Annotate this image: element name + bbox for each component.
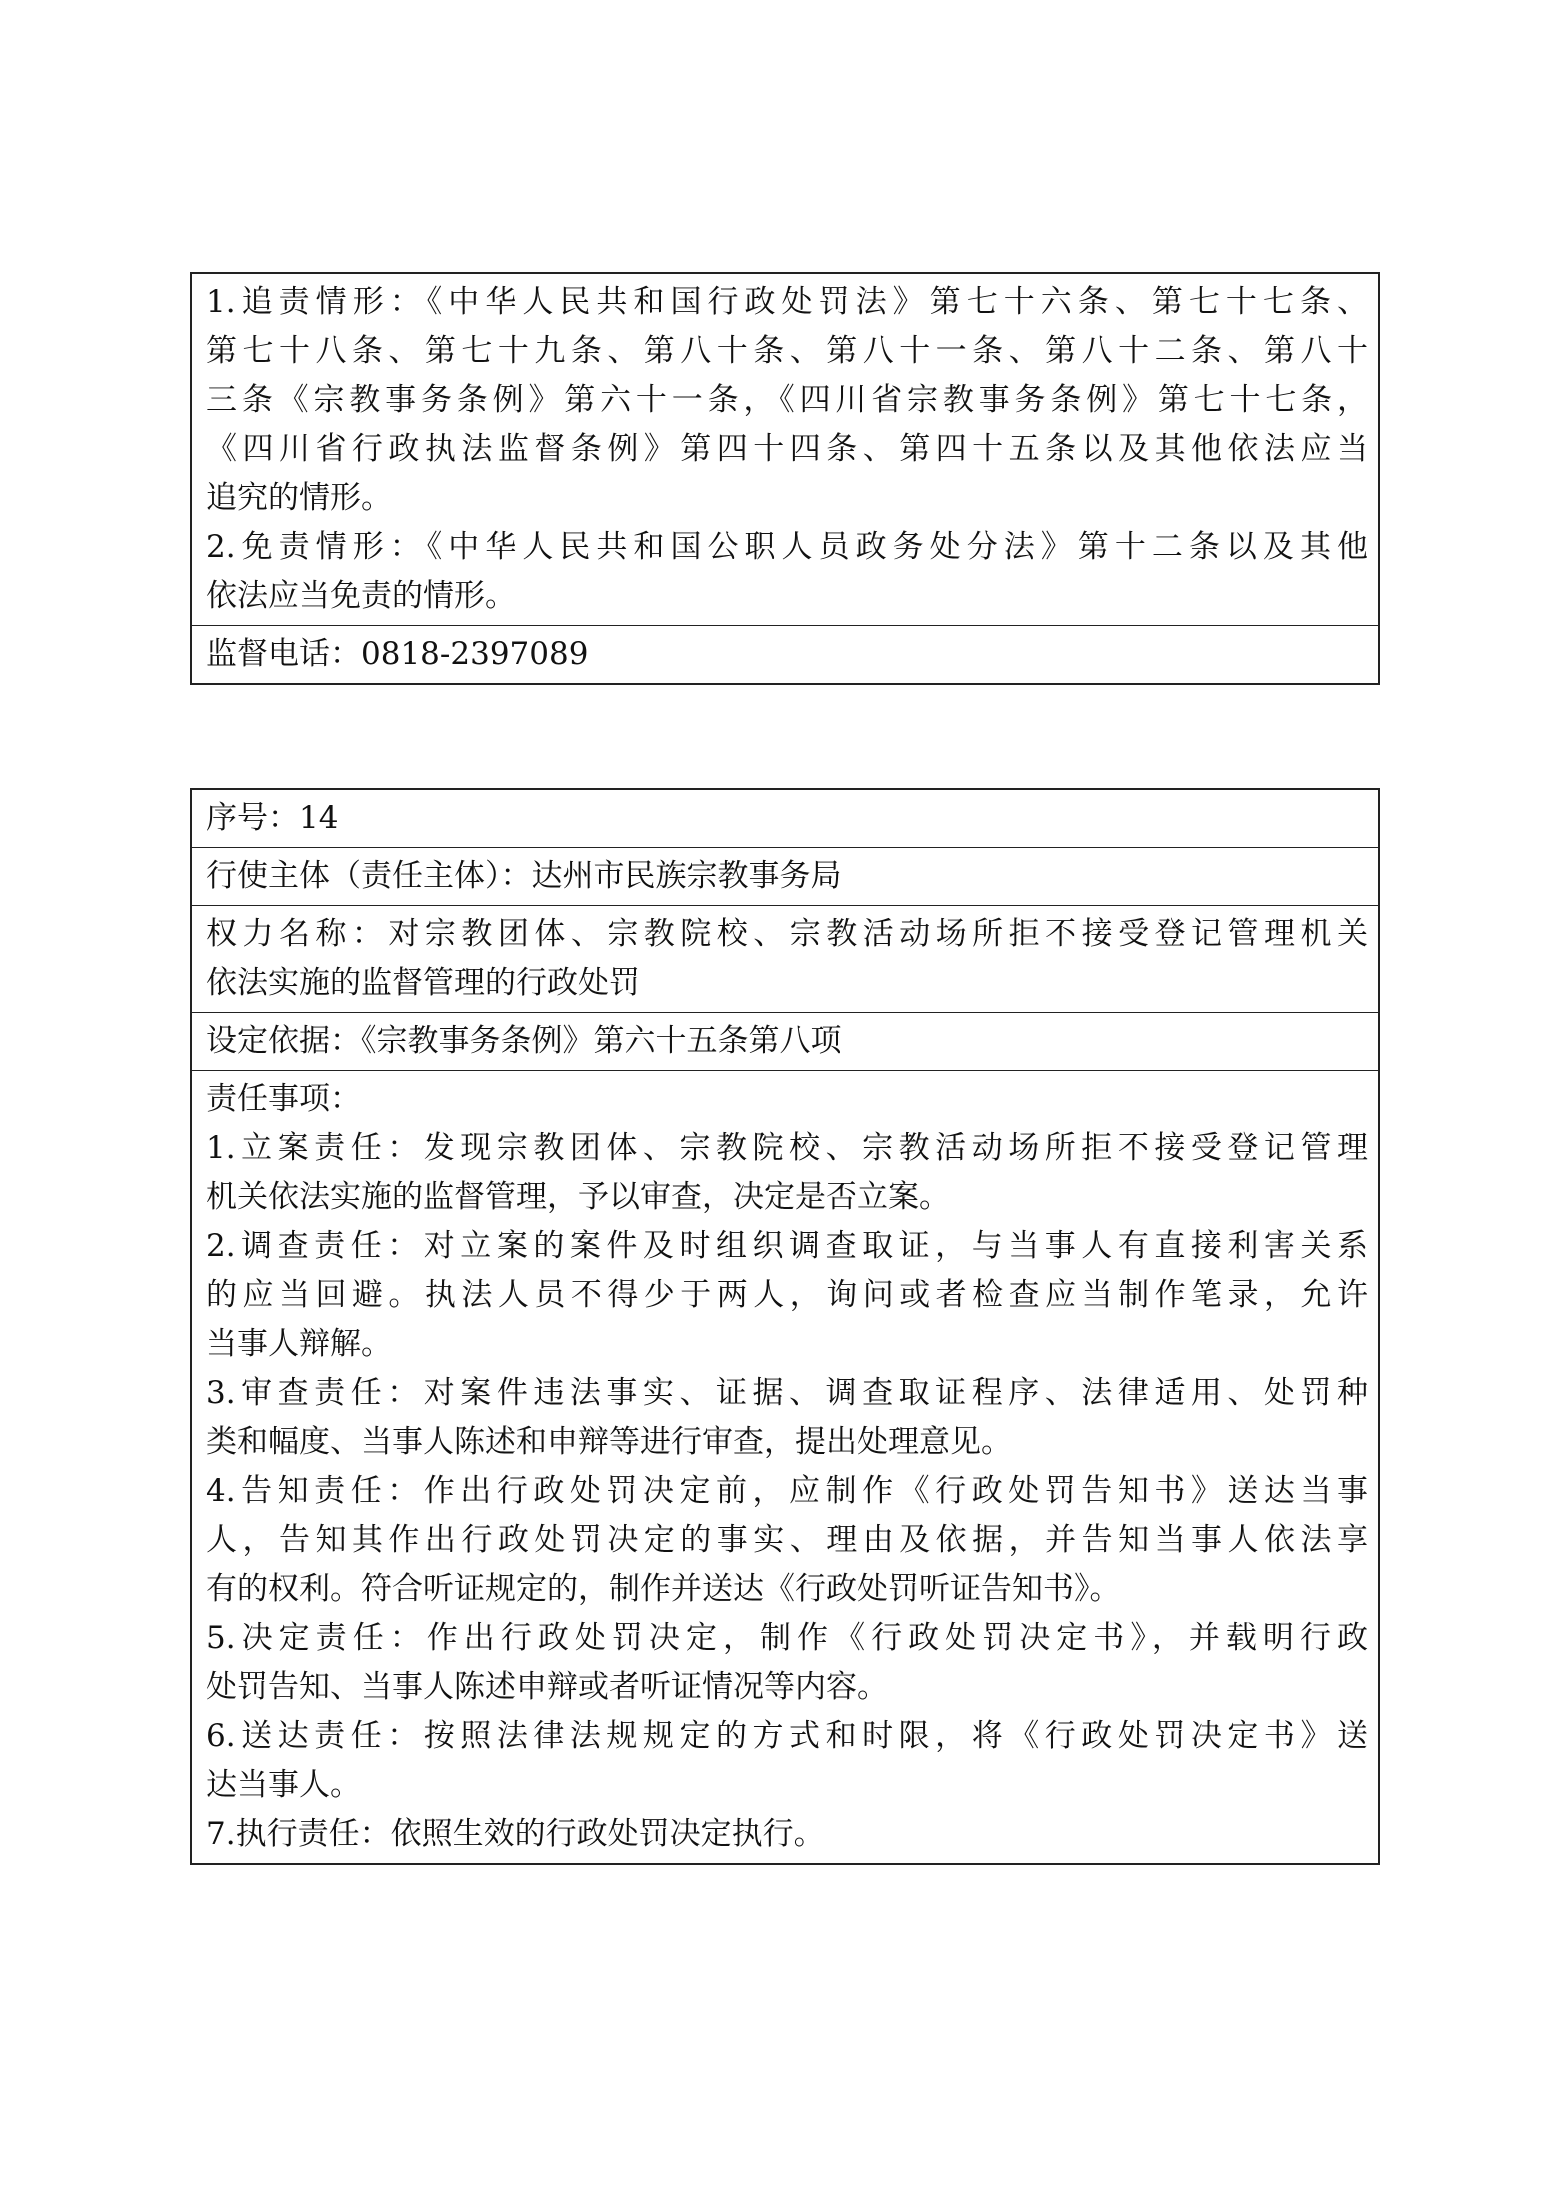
responsibility-line: 处罚告知、当事人陈述申辩或者听证情况等内容。	[206, 1669, 888, 1705]
responsibility-line: 4.告知责任：作出行政处罚决定前，应制作《行政处罚告知书》送达当事	[206, 1473, 1368, 1509]
accountability-table	[190, 272, 1380, 685]
exemption-line: 依法应当免责的情形。	[206, 578, 516, 614]
power-item-table	[190, 788, 1380, 1865]
responsibility-line: 当事人辩解。	[206, 1326, 392, 1362]
responsibility-line: 1.立案责任：发现宗教团体、宗教院校、宗教活动场所拒不接受登记管理	[206, 1130, 1368, 1166]
responsibility-line: 的应当回避。执法人员不得少于两人，询问或者检查应当制作笔录，允许	[206, 1277, 1368, 1313]
responsibility-line: 机关依法实施的监督管理，予以审查，决定是否立案。	[206, 1179, 950, 1215]
responsible-subject: 行使主体（责任主体）：达州市民族宗教事务局	[206, 858, 842, 894]
responsibility-line: 5.决定责任：作出行政处罚决定，制作《行政处罚决定书》，并载明行政	[206, 1620, 1368, 1656]
power-name-line: 依法实施的监督管理的行政处罚	[206, 965, 640, 1001]
accountability-line: 追究的情形。	[206, 480, 392, 516]
supervision-phone-cell	[192, 625, 1378, 683]
supervision-phone: 监督电话：0818-2397089	[206, 636, 589, 672]
responsibility-line: 达当事人。	[206, 1767, 361, 1803]
accountability-cell	[192, 274, 1378, 625]
responsibility-line: 3.审查责任：对案件违法事实、证据、调查取证程序、法律适用、处罚种	[206, 1375, 1368, 1411]
accountability-line: 《四川省行政执法监督条例》第四十四条、第四十五条以及其他依法应当	[206, 431, 1368, 467]
responsible-subject-cell	[192, 847, 1378, 905]
responsibility-line: 类和幅度、当事人陈述和申辩等进行审查，提出处理意见。	[206, 1424, 1012, 1460]
power-name-cell	[192, 905, 1378, 1012]
accountability-line: 第七十八条、第七十九条、第八十条、第八十一条、第八十二条、第八十	[206, 333, 1368, 369]
accountability-line: 三条《宗教事务条例》第六十一条，《四川省宗教事务条例》第七十七条，	[206, 382, 1368, 418]
legal-basis: 设定依据：《宗教事务条例》第六十五条第八项	[206, 1023, 842, 1059]
responsibilities-heading: 责任事项：	[206, 1081, 361, 1117]
serial-number: 序号：14	[206, 800, 339, 836]
accountability-line: 1.追责情形：《中华人民共和国行政处罚法》第七十六条、第七十七条、	[206, 284, 1368, 320]
responsibility-line: 2.调查责任：对立案的案件及时组织调查取证，与当事人有直接利害关系	[206, 1228, 1368, 1264]
serial-number-cell	[192, 790, 1378, 847]
responsibility-line: 人，告知其作出行政处罚决定的事实、理由及依据，并告知当事人依法享	[206, 1522, 1368, 1558]
exemption-line: 2.免责情形：《中华人民共和国公职人员政务处分法》第十二条以及其他	[206, 529, 1368, 565]
responsibility-line: 6.送达责任：按照法律法规规定的方式和时限，将《行政处罚决定书》送	[206, 1718, 1368, 1754]
power-name-line: 权力名称：对宗教团体、宗教院校、宗教活动场所拒不接受登记管理机关	[206, 916, 1368, 952]
responsibilities-cell	[192, 1070, 1378, 1863]
responsibility-line: 7.执行责任：依照生效的行政处罚决定执行。	[206, 1816, 825, 1852]
legal-basis-cell	[192, 1012, 1378, 1070]
responsibility-line: 有的权利。符合听证规定的，制作并送达《行政处罚听证告知书》。	[206, 1571, 1121, 1607]
